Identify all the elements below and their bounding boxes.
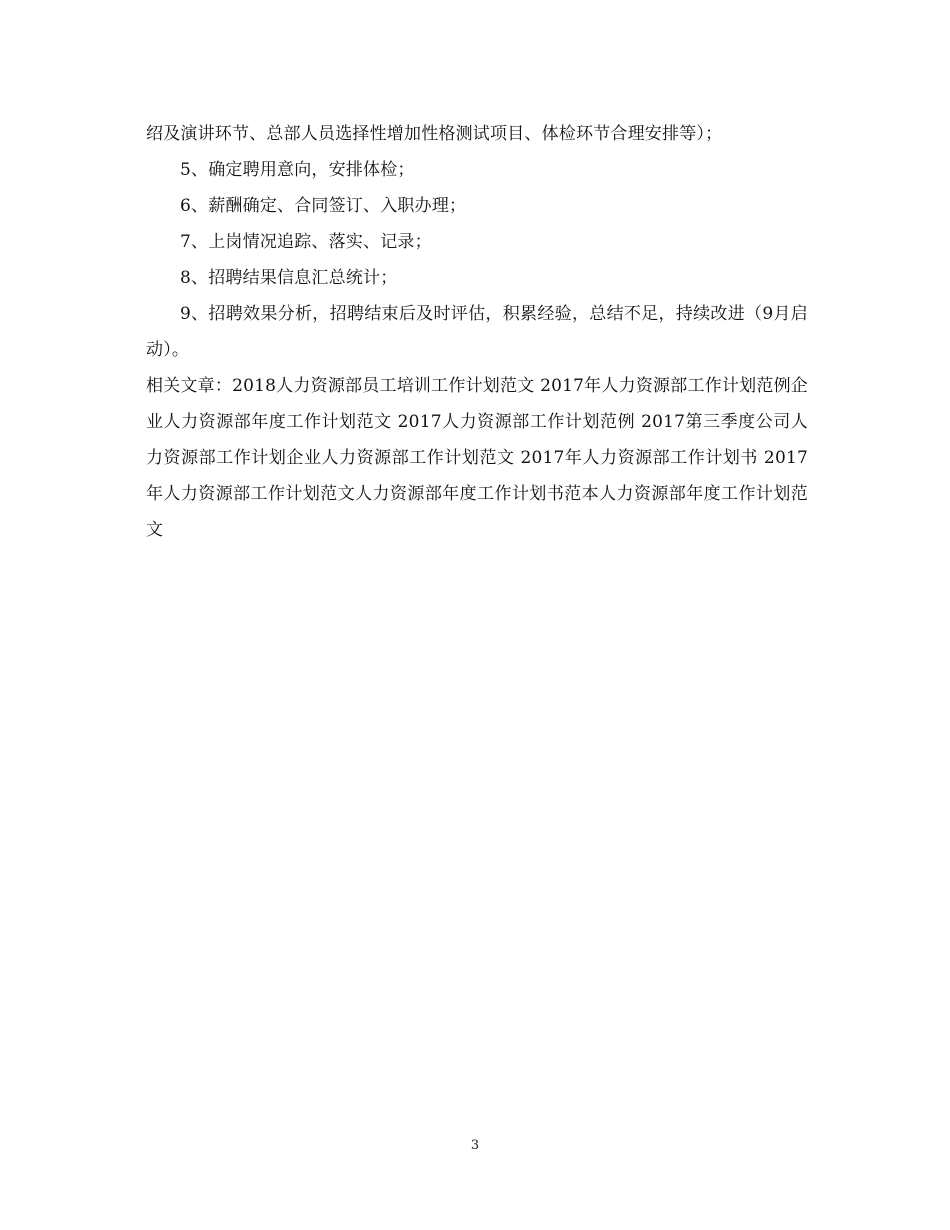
paragraph-continuation: 绍及演讲环节、总部人员选择性增加性格测试项目、体检环节合理安排等）；	[146, 124, 723, 144]
list-item-6: 6、薪酬确定、合同签订、入职办理；	[180, 196, 467, 216]
list-item-7: 7、上岗情况追踪、落实、记录；	[180, 232, 432, 252]
list-item-9: 9、招聘效果分析，招聘结束后及时评估，积累经验，总结不足，持续改进（9月启动）。	[146, 304, 808, 360]
list-item-8: 8、招聘结果信息汇总统计；	[180, 268, 398, 288]
related-articles: 相关文章：2018人力资源部员工培训工作计划范文 2017年人力资源部工作计划范例企业人力资源部年度工作计划范文 2017人力资源部工作计划范例 2017第三季度公司人力资源部工作计划企业人力资源部工作计划范文 2017年人力资源部工作计划书 2017年人力资源部工作计划范文人力资源部年度工作计划书范本人力资源部年度工作计划范文	[146, 376, 808, 540]
page-number: 3	[470, 1138, 480, 1153]
list-item-5: 5、确定聘用意向，安排体检；	[180, 160, 415, 180]
document-body	[146, 116, 808, 548]
